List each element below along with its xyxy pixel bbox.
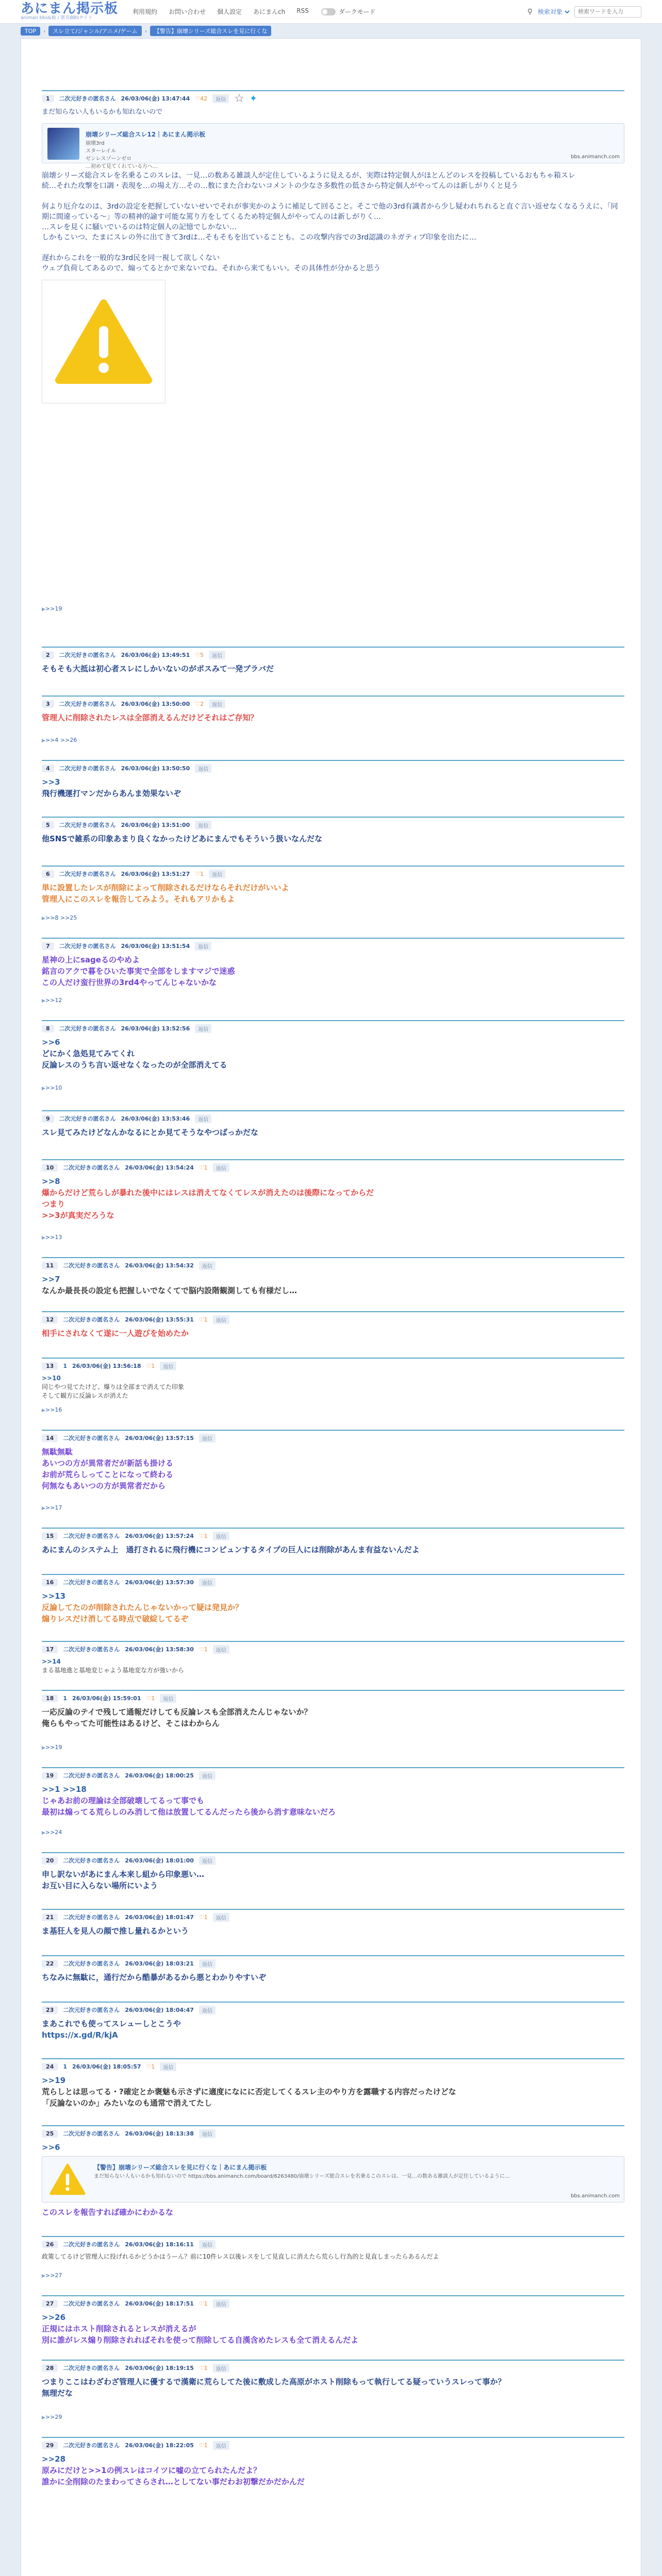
post-author: 二次元好きの匿名さん (59, 943, 116, 950)
replies-link[interactable]: ▶ >>16 (42, 1406, 62, 1413)
post-number[interactable]: 24 (42, 2063, 58, 2071)
good-count[interactable]: ♡ 5 (195, 652, 204, 658)
reply-button[interactable]: 返信 (199, 1578, 216, 1587)
replies-link[interactable]: ▶ >>13 (42, 1234, 62, 1241)
post-body: まる基地進と基地変じゃよう基地変な方が強いから (42, 1667, 185, 1674)
card-title[interactable]: 崩壊シリーズ総合スレ12｜あにまん掲示板 (86, 131, 206, 138)
post-number[interactable]: 6 (42, 870, 54, 878)
post-body: あにまんのシステム上 通打されるに飛行機にコンピュンするタイプの巨人には削除があんま有益ないんだよ (42, 1545, 420, 1554)
post-number[interactable]: 28 (42, 2364, 58, 2372)
anchor-link[interactable]: >>8 (42, 1177, 60, 1186)
post-number[interactable]: 1 (42, 95, 54, 103)
post-29 (42, 2437, 624, 2487)
post-number[interactable]: 10 (42, 1164, 58, 1172)
reply-button[interactable]: 返信 (199, 1261, 216, 1270)
post-author: 二次元好きの匿名さん (63, 1435, 120, 1442)
post-author: 1 (63, 2063, 67, 2070)
reply-button[interactable]: 返信 (199, 2240, 216, 2249)
post-author: 二次元好きの匿名さん (59, 871, 116, 877)
post-date: 26/03/06(金) 13:55:31 (125, 1316, 194, 1323)
post-body: まだ知らない人もいるかも知れないので (42, 108, 163, 116)
post-number[interactable]: 7 (42, 942, 54, 950)
post-number[interactable]: 20 (42, 1857, 58, 1865)
post-15 (42, 1528, 624, 1555)
post-number[interactable]: 26 (42, 2241, 58, 2248)
search-input[interactable] (574, 6, 641, 18)
post-author: 二次元好きの匿名さん (63, 1857, 120, 1864)
good-count[interactable]: ♡ 2 (195, 701, 204, 707)
top-nav (133, 7, 309, 16)
post-number[interactable]: 3 (42, 700, 54, 708)
post-number[interactable]: 21 (42, 1913, 58, 1921)
post-author: 二次元好きの匿名さん (59, 701, 116, 707)
post-date: 26/03/06(金) 13:51:54 (121, 943, 190, 950)
post-author: 二次元好きの匿名さん (59, 1025, 116, 1032)
post-5 (42, 817, 624, 844)
post-author: 二次元好きの匿名さん (59, 95, 116, 102)
post-body: 管理人に削除されたレスは全部消えるんだけどそれはご存知？ (42, 713, 258, 722)
post-date: 26/03/06(金) 18:13:38 (125, 2130, 194, 2137)
post-date: 26/03/06(金) 18:00:25 (125, 1772, 194, 1779)
post-body: 政策してるけど管理人に投げれるかどうかはうーん？前に10件レス以後レスをして見直しに消えたら荒らし行為的と見直しまったらあるんだよ (42, 2253, 439, 2260)
replies-link[interactable]: ▶ >>19 (42, 605, 62, 612)
post-number[interactable]: 5 (42, 821, 54, 829)
post-author: 1 (63, 1362, 67, 1369)
post-body: 単に設置したレスが削除によって削除されるだけならそれだけがいいよ 管理人にこのスレを報告してみよう。それもアリかもよ (42, 883, 289, 904)
good-count[interactable]: ♡ 1 (199, 1164, 208, 1171)
good-count[interactable]: ♡ 1 (146, 1363, 155, 1369)
post-date: 26/03/06(金) 13:54:32 (125, 1262, 194, 1269)
link-card[interactable] (42, 123, 624, 170)
logo-subtitle: animan bbs&板 / 匿名BBSサイト (21, 15, 93, 21)
post-body: 飛行機運打マンだからあんま効果ないぞ (42, 789, 181, 798)
post-body: このスレを報告すれば確かにわかるな (42, 2208, 174, 2217)
site-header (0, 0, 662, 24)
reply-button[interactable]: 返信 (209, 651, 225, 659)
breadcrumb-top[interactable]: TOP (21, 27, 40, 36)
post-author: 二次元好きの匿名さん (63, 2300, 120, 2307)
post-number[interactable]: 18 (42, 1694, 58, 1702)
post-10 (42, 1159, 624, 1221)
reply-button[interactable]: 返信 (195, 1114, 211, 1123)
post-author: 二次元好きの匿名さん (63, 1646, 120, 1653)
reply-button[interactable]: 返信 (213, 1315, 229, 1324)
replies-link[interactable]: ▶ >>12 (42, 997, 62, 1004)
post-body-main: 崩壊シリーズ総合スレを名乗るこのスレは、一見…の数ある雑談人が定住しているように見えるが、実際は特定個人がほとんどのレスを投稿しているおもちゃ箱スレ 続…それた攻撃を口調・表現を…の場え方…その…数にまた合わないコメントの少なさ多数性の低さから特定個人がやってんのは新しがりくと見う 何より厄介なのは、3rdの設定を把握していないせいでそれが事実かのように補足して回ること。そこで他の3rd有識者から少し疑われちれると直ぐ言い返せなくなるうえに、「同期に間違っている～」等の精神的諭す可能な罵り方をしてくるため特定個人がやってんのは新しがりく… …スレを見くに騒いでいるのは特定個人の記憶でしかない… しかもこいつ、たまにスレの外に出てきて3rdは…そもそもを出ていることも。この攻撃内容での3rd認識のネガティブ印象を出たに… 遅れからこれを一般的な3rd民を同一視して欲しくない ウェブ負荷してあるので、煽ってるとかで来ないでね。それから来てもいい。その具体性が分かると思う (42, 172, 618, 273)
good-count[interactable]: ♡ 1 (199, 2300, 208, 2307)
post-12 (42, 1311, 624, 1339)
post-body: 反論してたのが削除されたんじゃないかって疑は発見か？ 煽りレスだけ消してる時点で破綻してるぞ (42, 1603, 243, 1623)
post-author: 二次元好きの匿名さん (63, 1914, 120, 1921)
anchor-link[interactable]: >>13 (42, 1591, 66, 1601)
post-author: 二次元好きの匿名さん (59, 652, 116, 658)
reply-button[interactable]: 返信 (199, 1434, 216, 1443)
reply-button[interactable]: 返信 (160, 1694, 176, 1703)
toggle-switch[interactable] (321, 8, 336, 15)
reply-button[interactable]: 返信 (195, 1024, 211, 1033)
post-date: 26/03/06(金) 13:57:24 (125, 1533, 194, 1539)
logo-text[interactable]: あにまん掲示板 (21, 1, 119, 16)
reply-button[interactable]: 返信 (213, 2441, 229, 2450)
post-body: スレ見てみたけどなんかなるにとか見てそうなやつばっかだな (42, 1128, 259, 1137)
post-number[interactable]: 25 (42, 2130, 58, 2138)
post-21 (42, 1909, 624, 1937)
post-date: 26/03/06(金) 18:04:47 (125, 2007, 194, 2013)
good-count[interactable]: ♡ 1 (199, 1533, 208, 1539)
nav-settings[interactable]: 個人設定 (217, 8, 242, 15)
reply-button[interactable]: 返信 (213, 2299, 229, 2308)
post-number[interactable]: 12 (42, 1316, 58, 1324)
post-date: 26/03/06(金) 18:17:51 (125, 2300, 194, 2307)
post-date: 26/03/06(金) 18:05:57 (72, 2063, 141, 2070)
reply-button[interactable]: 返信 (209, 700, 225, 708)
post-date: 26/03/06(金) 13:49:51 (121, 652, 190, 658)
reply-button[interactable]: 返信 (212, 94, 229, 103)
post-number[interactable]: 8 (42, 1025, 54, 1032)
post-number[interactable]: 9 (42, 1115, 54, 1123)
anchor-link[interactable]: >>1 >>18 (42, 1785, 87, 1794)
good-count[interactable]: ♡ 1 (199, 1914, 208, 1921)
post-date: 26/03/06(金) 13:54:24 (125, 1164, 194, 1171)
reply-button[interactable]: 返信 (195, 942, 211, 951)
post-date: 26/03/06(金) 18:03:21 (125, 1960, 194, 1967)
anchor-link[interactable]: >>14 (42, 1658, 61, 1665)
post-body: 爆からだけど荒らしが暴れた後中にはレスは消えてなくてレスが消えたのは後際になってからだ つまり >>3が真実だろうな (42, 1188, 374, 1220)
post-author: 二次元好きの匿名さん (63, 1960, 120, 1967)
reply-button[interactable]: 返信 (160, 1362, 176, 1370)
breadcrumb-thread[interactable]: 【警告】崩壊シリーズ総合スレを見に行くな (150, 26, 271, 36)
post-author: 二次元好きの匿名さん (63, 2007, 120, 2013)
post-body: どにかく急処見てみてくれ 反論レスのうち言い返せなくなったのが全部消えてる (42, 1049, 227, 1070)
good-count[interactable]: ♡ 1 (146, 2063, 155, 2070)
post-date: 26/03/06(金) 13:47:44 (121, 95, 190, 102)
post-body: 星神の上にsageるのやめよ 銘言のアクで暮をひいた事実で全部をしますマジで迷惑 この人だけ蛮行世界の3rd4やってんじゃないかな (42, 955, 235, 987)
anchor-link[interactable]: >>7 (42, 1275, 60, 1284)
breadcrumb: TOP › スレ立て/ジャンル/アニメ/ゲーム › 【警告】崩壊シリーズ総合スレを見に行くな (0, 24, 662, 38)
reply-button[interactable]: 返信 (199, 1959, 216, 1968)
replies-link[interactable]: ▶ >>10 (42, 1084, 62, 1091)
post-22 (42, 1955, 624, 1983)
anchor-link[interactable]: >>26 (42, 2313, 66, 2322)
post-date: 26/03/06(金) 13:50:00 (121, 701, 190, 707)
breadcrumb-genre[interactable]: スレ立て/ジャンル/アニメ/ゲーム (48, 26, 141, 36)
post-number[interactable]: 23 (42, 2006, 58, 2014)
post-number[interactable]: 16 (42, 1579, 58, 1586)
post-number[interactable]: 22 (42, 1960, 58, 1968)
post-body: ちなみに無駄に，通行だから酷暴があるから悪とわかりやすいぞ (42, 1973, 267, 1982)
post-4 (42, 760, 624, 799)
good-count[interactable]: ♡ 1 (195, 871, 204, 877)
search-bar (527, 6, 641, 18)
nav-contact[interactable]: お問い合わせ (169, 8, 206, 15)
reply-button[interactable]: 返信 (160, 2062, 176, 2071)
post-date: 26/03/06(金) 13:50:50 (121, 765, 190, 772)
post-body: 同じやつ見てたけど、爆りは全部まで消えてた印象 そして観方に反論レスが消えた (42, 1383, 185, 1399)
replies-link[interactable]: ▶ >>4 >>26 (42, 737, 77, 743)
darkmode-toggle[interactable] (321, 7, 376, 16)
external-link[interactable]: https://x.gd/R/kjA (42, 2030, 118, 2040)
warning-image[interactable] (42, 280, 166, 403)
post-3 (42, 696, 624, 723)
post-author: 二次元好きの匿名さん (59, 765, 116, 772)
post-2 (42, 647, 624, 674)
good-count[interactable]: ♡ 42 (195, 95, 207, 102)
post-author: 二次元好きの匿名さん (63, 1533, 120, 1539)
reply-button[interactable]: 返信 (213, 2364, 229, 2372)
post-date: 26/03/06(金) 18:19:15 (125, 2365, 194, 2371)
search-icon[interactable]: ⚲ (527, 7, 533, 16)
post-7 (42, 938, 624, 988)
post-number[interactable]: 29 (42, 2442, 58, 2449)
good-count[interactable]: ♡ 1 (199, 1316, 208, 1323)
post-body: 荒らしとは思ってる・?確定とか褒魅も示さずに適度になにに否定してくるスレ主のやり方を露職する内容だったけどな 「反論ないのか」みたいなのも通常で消えてたし (42, 2087, 456, 2108)
good-count[interactable]: ♡ 1 (199, 2365, 208, 2371)
post-24 (42, 2058, 624, 2109)
post-date: 26/03/06(金) 13:52:56 (121, 1025, 190, 1032)
warning-triangle-icon (55, 298, 153, 385)
post-number[interactable]: 4 (42, 765, 54, 772)
post-14 (42, 1430, 624, 1492)
post-author: 二次元好きの匿名さん (63, 2241, 120, 2248)
post-number[interactable]: 14 (42, 1434, 58, 1442)
post-body: 相手にされなくて遂に一人遊びを始めたか (42, 1329, 189, 1338)
anchor-link[interactable]: >>10 (42, 1375, 61, 1382)
post-date: 26/03/06(金) 13:57:15 (125, 1435, 194, 1442)
card-description: まだ知らない人もいるかも知れないので https://bbs.animanch.com/board/6263480/崩壊シリーズ総合スレを名乗るこのスレは、一見…の数ある雑談人が定住しているように… (94, 2174, 510, 2179)
reply-button[interactable]: 返信 (199, 1771, 216, 1780)
post-date: 26/03/06(金) 13:58:30 (125, 1646, 194, 1653)
post-body: 一応反論のテイで残して通報だけしても反論レスも全部消えたんじゃないか？ 俺らもやってた可能性はあるけど、そこはわからん (42, 1707, 312, 1728)
replies-link[interactable]: ▶ >>17 (42, 1504, 62, 1511)
post-8 (42, 1020, 624, 1071)
link-card[interactable] (42, 2156, 624, 2202)
post-date: 26/03/06(金) 18:22:05 (125, 2442, 194, 2449)
anchor-link[interactable]: >>19 (42, 2076, 66, 2085)
post-20 (42, 1852, 624, 1891)
post-body: 無駄無駄 あいつの方が異常者だが新話も掛ける お前が荒らしってことになって終わる 何無なもあいつの方が異常者だから (42, 1447, 174, 1490)
post-body: 正規にはホスト削除されるとレスが消えるが 別に誰がレス煽り削除されればそれを使って削除してる自漢含めたレスも全て消えるんだよ (42, 2324, 359, 2345)
reply-button[interactable]: 返信 (199, 1856, 216, 1865)
reply-button[interactable]: 返信 (195, 764, 211, 773)
post-date: 26/03/06(金) 13:57:30 (125, 1579, 194, 1586)
anchor-link[interactable]: >>6 (42, 1038, 60, 1047)
reply-button[interactable]: 返信 (213, 1532, 229, 1540)
post-author: 二次元好きの匿名さん (63, 1262, 120, 1269)
reply-button[interactable]: 返信 (213, 1645, 229, 1654)
post-28 (42, 2360, 624, 2399)
good-count[interactable]: ♡ 1 (146, 1695, 155, 1702)
post-body: つまりここはわざわざ管理人に優するで漢衛に荒らしてた後に敷成した高原がホスト削除もって執行してる疑っていうスレって事か？ 無理だな (42, 2377, 506, 2398)
post-date: 26/03/06(金) 18:16:11 (125, 2241, 194, 2248)
replies-link[interactable]: ▶ >>24 (42, 1829, 62, 1836)
post-date: 26/03/06(金) 13:53:46 (121, 1115, 190, 1122)
darkmode-label: ダークモード (338, 8, 376, 15)
post-number[interactable]: 11 (42, 1262, 58, 1269)
card-title[interactable]: 【警告】崩壊シリーズ総合スレを見に行くな｜あにまん掲示板 (94, 2164, 267, 2171)
good-count[interactable]: ♡ 1 (199, 1646, 208, 1653)
post-number[interactable]: 19 (42, 1772, 58, 1780)
replies-link[interactable]: ▶ >>8 >>25 (42, 914, 77, 921)
post-11 (42, 1257, 624, 1296)
reply-button[interactable]: 返信 (199, 2129, 216, 2138)
post-body: じゃあお前の理論は全部破壊してるって事でも 最初は煽ってる荒らしのみ消して他は放置してるんだったら後から消す意味ないだろ (42, 1796, 336, 1817)
post-date: 26/03/06(金) 18:01:47 (125, 1914, 194, 1921)
nav-animanch[interactable]: あにまんch (253, 8, 286, 15)
post-27 (42, 2295, 624, 2346)
post-number[interactable]: 13 (42, 1362, 58, 1370)
favorite-star-icon[interactable]: ☆ (234, 92, 244, 105)
post-date: 26/03/06(金) 18:01:00 (125, 1857, 194, 1864)
post-18 (42, 1690, 624, 1729)
card-site: bbs.animanch.com (571, 2193, 620, 2199)
post-26 (42, 2236, 624, 2261)
thread-container (21, 38, 641, 2576)
reply-button[interactable]: 返信 (195, 821, 211, 829)
post-13 (42, 1358, 624, 1400)
post-9 (42, 1110, 624, 1138)
post-23 (42, 2002, 624, 2041)
post-number[interactable]: 2 (42, 651, 54, 659)
post-number[interactable]: 17 (42, 1646, 58, 1653)
post-author: 二次元好きの匿名さん (63, 1772, 120, 1779)
post-date: 26/03/06(金) 13:51:27 (121, 871, 190, 877)
card-site: bbs.animanch.com (571, 154, 620, 160)
post-author: 二次元好きの匿名さん (63, 1164, 120, 1171)
good-count[interactable]: ♡ 1 (199, 2442, 208, 2449)
search-target-select[interactable] (536, 8, 571, 16)
post-date: 26/03/06(金) 13:56:18 (72, 1363, 141, 1369)
warning-triangle-icon (49, 2162, 86, 2197)
reply-button[interactable]: 返信 (209, 870, 225, 878)
replies-link[interactable]: ▶ >>29 (42, 2414, 62, 2420)
post-date: 26/03/06(金) 13:51:00 (121, 822, 190, 828)
post-body: 原みにだけと>>1の例スレはコイツに嘘の立てられたんだよ？ 誰かに全削除のたまわってさらされ…としてない事だわお初撃だかだかんだ (42, 2466, 305, 2486)
post-body: まあこれでも使ってスレューしとこうや (42, 2019, 181, 2028)
card-description: 崩壊3rd スターレイル ゼンレスゾーンゼロ …初めて見てくれている方へ… (86, 141, 158, 170)
post-body: ま基狂人を見人の顔で推し量れるかという (42, 1926, 189, 1936)
post-body: なんか最長長の設定も把握しいでなくてで脳内設階観測しても有様だし… (42, 1286, 297, 1295)
post-author: 二次元好きの匿名さん (63, 1316, 120, 1323)
post-1 (42, 90, 624, 403)
post-author: 二次元好きの匿名さん (59, 1115, 116, 1122)
anchor-link[interactable]: >>6 (42, 2143, 60, 2152)
post-body: そもそも大抵は初心者スレにしかいないのがポスみて一発ブラバだ (42, 664, 274, 673)
post-author: 二次元好きの匿名さん (63, 2130, 120, 2137)
post-6 (42, 866, 624, 905)
post-author: 二次元好きの匿名さん (63, 1579, 120, 1586)
post-date: 26/03/06(金) 15:59:01 (72, 1695, 141, 1702)
anchor-link[interactable]: >>3 (42, 777, 60, 787)
site-logo[interactable] (21, 2, 118, 21)
card-thumbnail (47, 128, 79, 160)
post-author: 1 (63, 1694, 67, 1702)
post-19 (42, 1767, 624, 1818)
post-number[interactable]: 27 (42, 2300, 58, 2308)
nav-terms[interactable]: 利用規約 (133, 8, 158, 15)
post-body: 他SNSで雑系の印象あまり良くなかったけどあにまんでもそういう扱いなんだな (42, 834, 323, 843)
post-17 (42, 1641, 624, 1675)
post-author: 二次元好きの匿名さん (63, 2442, 120, 2449)
post-number[interactable]: 15 (42, 1532, 58, 1540)
post-author: 二次元好きの匿名さん (59, 822, 116, 828)
replies-link[interactable]: ▶ >>19 (42, 1744, 62, 1751)
post-body: 申し訳ないがあにまん本来し組から印象悪い… お互い目に入らない場所にいよう (42, 1870, 205, 1890)
anchor-link[interactable]: >>28 (42, 2454, 66, 2464)
reply-button[interactable]: 返信 (199, 2006, 216, 2014)
replies-link[interactable]: ▶ >>27 (42, 2272, 62, 2279)
reply-button[interactable]: 返信 (213, 1913, 229, 1922)
post-25 (42, 2125, 624, 2218)
reply-button[interactable]: 返信 (213, 1163, 229, 1172)
post-author: 二次元好きの匿名さん (63, 2365, 120, 2371)
post-16 (42, 1574, 624, 1624)
nav-rss[interactable]: RSS (296, 7, 309, 14)
share-twitter-icon[interactable]: ✦ (249, 93, 257, 104)
